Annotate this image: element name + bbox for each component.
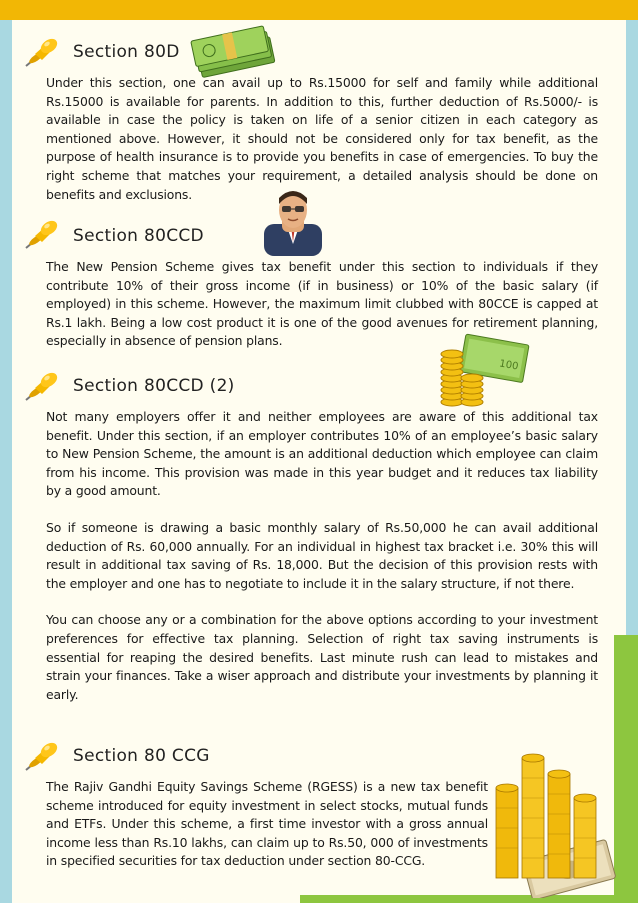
paragraph: The New Pension Scheme gives tax benefit under this section to individuals if they contribute 10% of their gross income (if in business) or 10% of the basic salary (if employed) in this scheme. However, the maximum limit clubbed with 80CCE is capped at Rs.1 lakh. Being a low cost product it is one of the good avenues for retirement planning, especially in absence of pension plans.	[46, 259, 598, 349]
pushpin-icon	[20, 740, 62, 774]
section-body	[46, 408, 598, 704]
pushpin-icon	[20, 36, 62, 70]
paragraph: The Rajiv Gandhi Equity Savings Scheme (RGESS) is a new tax benefit scheme introduced for equity investment in select stocks, mutual funds and ETFs. Under this scheme, a first time investor with a gross annual income less than Rs.10 lakhs, can claim up to Rs.50, 000 of investments in specified securities for tax deduction under section 80-CCG.	[46, 779, 488, 869]
paragraph: You can choose any or a combination for the above options according to your investment preferences for effective tax planning. Selection of right tax saving instruments is essential for reaping the desired benefits. Last minute rush can lead to mistakes and strain your finances. Take a wiser approach and distribute your investments by planning it early.	[46, 612, 598, 702]
section-heading: Section 80 CCG	[73, 746, 210, 766]
svg-text:100: 100	[498, 358, 520, 373]
green-side-bar	[614, 635, 638, 903]
section-body	[46, 258, 598, 351]
money-bundle-icon	[190, 22, 282, 80]
pushpin-icon	[20, 218, 62, 252]
section-heading: Section 80CCD (2)	[73, 376, 235, 396]
section-body	[46, 74, 598, 204]
top-accent-bar	[0, 0, 638, 20]
section-heading: Section 80CCD	[73, 226, 204, 246]
paragraph: Not many employers offer it and neither employees are aware of this additional tax benefit. Under this section, if an employer contributes 10% of an employee’s basic salary to New Pension Scheme, the amount is an additional deduction which employee can claim from his income. This provision was made in this year budget and it reduces tax liability by a good amount.	[46, 409, 598, 499]
section-body	[46, 778, 488, 871]
pushpin-icon	[20, 370, 62, 404]
coin-stacks-icon	[486, 748, 616, 898]
section-heading: Section 80D	[73, 42, 180, 62]
paragraph: Under this section, one can avail up to Rs.15000 for self and family while additional Rs.15000 is available for parents. In addition to this, further deduction of Rs.5000/- is available in case the policy is taken on life of a senior citizen in each category as mentioned above. However, it should not be considered only for tax benefit, as the purpose of health insurance is to provide you benefits in case of emergencies. To buy the right scheme that matches your requirement, a detailed analysis should be done on benefits and exclusions.	[46, 75, 598, 202]
paragraph: So if someone is drawing a basic monthly salary of Rs.50,000 he can avail additional deduction of Rs. 60,000 annually. For an individual in highest tax bracket i.e. 30% this will result in additional tax saving of Rs. 18,000. But the decision of this provision rests with the employer and one has to negotiate to include it in the salary structure, if not there.	[46, 519, 598, 591]
